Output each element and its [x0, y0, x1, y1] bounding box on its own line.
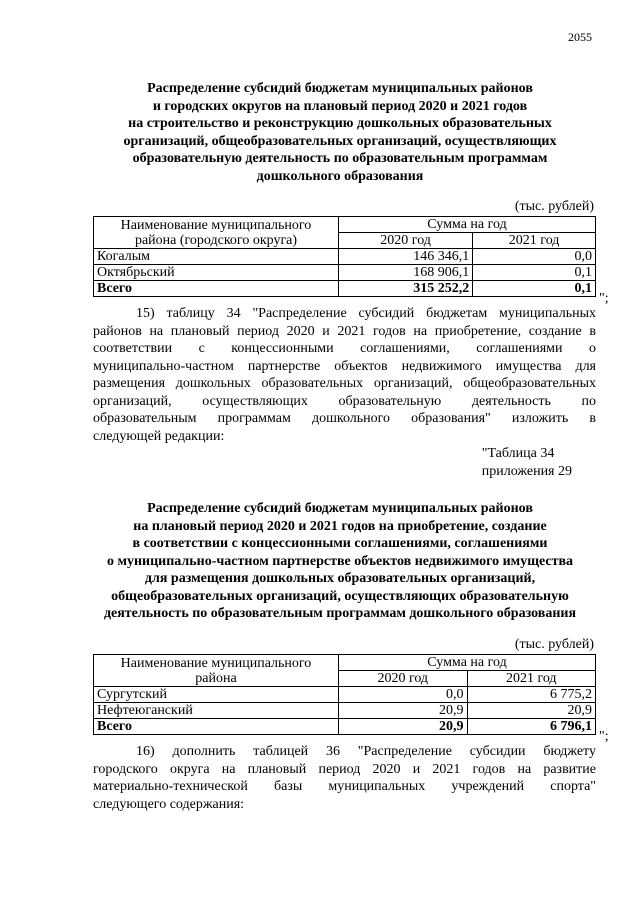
paragraph-line: соответствии с концессионными соглашениями, соглашениями о: [93, 341, 596, 356]
row-name: Октябрьский: [94, 265, 339, 281]
paragraph-line: организаций, осуществляющих образовательную деятельность по: [93, 393, 596, 409]
paragraph-15: [93, 305, 596, 445]
heading-table-2: [60, 500, 620, 623]
total-row: [94, 719, 596, 735]
table-note: "Таблица 34 приложения 29: [481, 446, 572, 479]
paragraph-line: материально-технической базы муниципальных учреждений спорта": [93, 779, 596, 794]
column-header-sum: Сумма на год: [339, 217, 596, 233]
column-header-2020: 2020 год: [339, 671, 468, 687]
table-closing-quote: ";: [599, 291, 609, 306]
total-value-2021: 6 796,1: [467, 719, 596, 735]
row-name: Нефтеюганский: [94, 703, 339, 719]
row-value-2021: 0,0: [473, 249, 596, 265]
heading-line: общеобразовательных организаций, осуществляющих образовательную: [111, 588, 569, 604]
paragraph-line: 15) таблицу 34 "Распределение субсидий бюджетам муниципальных: [136, 306, 596, 321]
heading-line: в соответствии с концессионными соглашениями, соглашениями: [132, 536, 548, 551]
heading-table-1: [60, 80, 620, 185]
paragraph-line: размещения дошкольных образовательных организаций, общеобразовательных: [93, 376, 596, 391]
subsidy-table-2: [93, 654, 596, 735]
subsidy-table-1: [93, 216, 596, 297]
row-value-2020: 168 906,1: [339, 265, 473, 281]
paragraph-line: следующего содержания:: [93, 796, 245, 812]
paragraph-line: муниципально-частном партнерстве объектов недвижимого имущества для: [93, 358, 596, 374]
heading-line: для размещения дошкольных образовательных организаций,: [144, 571, 536, 586]
heading-line: Распределение субсидий бюджетам муниципальных районов: [147, 501, 533, 516]
column-header-sum: Сумма на год: [339, 655, 596, 671]
paragraph-line: городского округа на плановый период 2020 и 2021 годов на развитие: [93, 761, 596, 777]
column-header-2021: 2021 год: [467, 671, 596, 687]
total-row: [94, 281, 596, 297]
table-row: [94, 703, 596, 719]
column-header-2021: 2021 год: [473, 233, 596, 249]
heading-line: о муниципально-частном партнерстве объектов недвижимого имущества: [106, 553, 574, 569]
column-header-name: Наименование муниципального района: [94, 655, 339, 687]
row-value-2021: 6 775,2: [467, 687, 596, 703]
units-label: (тыс. рублей): [514, 637, 594, 652]
page-number: 2055: [568, 30, 592, 44]
heading-line: на плановый период 2020 и 2021 годов на приобретение, создание: [133, 518, 547, 534]
column-header-2020: 2020 год: [339, 233, 473, 249]
heading-line: деятельность по образовательным программам дошкольного образования: [103, 606, 577, 621]
table-closing-quote: ";: [599, 729, 609, 744]
table-row: [94, 249, 596, 265]
total-value-2020: 315 252,2: [339, 281, 473, 297]
row-value-2021: 0,1: [473, 265, 596, 281]
total-label: Всего: [94, 719, 339, 735]
paragraph-line: следующей редакции:: [93, 428, 225, 444]
total-value-2020: 20,9: [339, 719, 468, 735]
heading-line: на строительство и реконструкцию дошкольных образовательных: [128, 116, 552, 131]
row-value-2020: 20,9: [339, 703, 468, 719]
paragraph-16: [93, 743, 596, 813]
row-name: Когалым: [94, 249, 339, 265]
heading-line: дошкольного образования: [256, 168, 424, 184]
row-value-2020: 146 346,1: [339, 249, 473, 265]
column-header-name: Наименование муниципального района (городского округа): [94, 217, 339, 249]
row-value-2021: 20,9: [467, 703, 596, 719]
row-value-2020: 0,0: [339, 687, 468, 703]
heading-line: организаций, общеобразовательных организаций, осуществляющих: [123, 133, 557, 149]
total-label: Всего: [94, 281, 339, 297]
paragraph-line: районов на плановый период 2020 и 2021 годов на приобретение, создание в: [93, 323, 596, 339]
paragraph-line: образовательным программам дошкольного образования" изложить в: [93, 411, 596, 426]
heading-line: и городских округов на плановый период 2020 и 2021 годов: [152, 98, 528, 114]
units-label: (тыс. рублей): [514, 199, 594, 214]
table-row: [94, 687, 596, 703]
table-row: [94, 265, 596, 281]
total-value-2021: 0,1: [473, 281, 596, 297]
heading-line: образовательную деятельность по образовательным программам: [132, 151, 548, 166]
row-name: Сургутский: [94, 687, 339, 703]
heading-line: Распределение субсидий бюджетам муниципальных районов: [147, 81, 533, 96]
paragraph-line: 16) дополнить таблицей 36 "Распределение субсидии бюджету: [136, 744, 596, 759]
